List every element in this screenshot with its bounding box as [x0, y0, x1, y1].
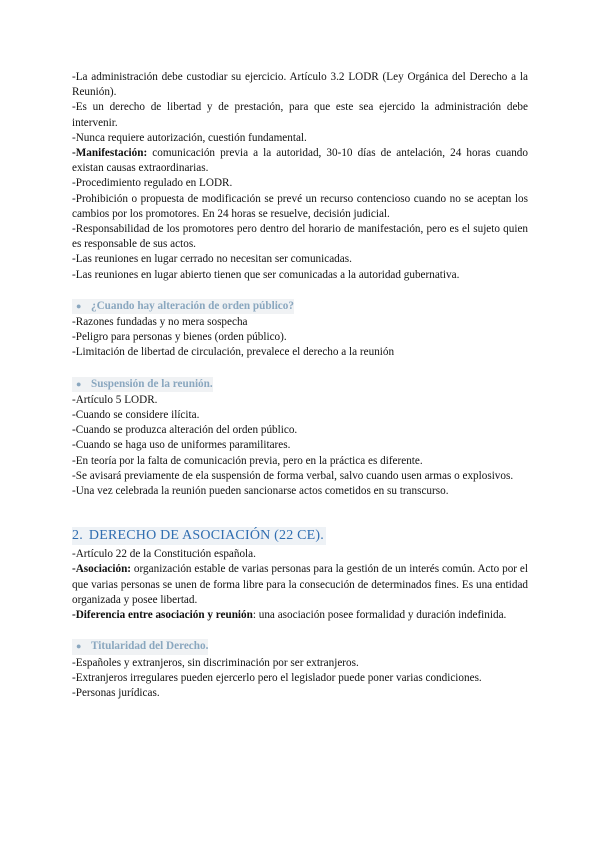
paragraph: -Asociación: organización estable de varias personas para la gestión de un interés común. Acto por el que varias personas se unen de forma libre para la consecución de determinados fines. Es una entidad organizada y posee libertad.	[72, 563, 528, 606]
bullet-icon: ●	[76, 641, 82, 652]
list-item: -Extranjeros irregulares pueden ejercerlo pero el legislador puede poner varias condiciones.	[72, 671, 482, 684]
paragraph: -Artículo 22 de la Constitución española.	[72, 548, 256, 561]
list-item: -Razones fundadas y no mera sospecha	[72, 316, 248, 329]
subheading-alteracion: ● ¿Cuando hay alteración de orden público?	[72, 299, 294, 314]
term-manifestacion: -Manifestación:	[72, 147, 148, 160]
paragraph: -Las reuniones en lugar abierto tienen que ser comunicadas a la autoridad gubernativa.	[72, 268, 460, 281]
paragraph: -La administración debe custodiar su ejercicio. Artículo 3.2 LODR (Ley Orgánica del Derecho a la Reunión).	[72, 71, 528, 99]
subheading-wrap	[72, 377, 528, 392]
list-suspension	[72, 393, 528, 499]
list-item: -Limitación de libertad de circulación, prevalece el derecho a la reunión	[72, 346, 395, 359]
subheading-wrap	[72, 639, 528, 654]
subheading-wrap	[72, 299, 528, 314]
list-item: -Cuando se produzca alteración del orden público.	[72, 424, 298, 437]
paragraph: -Procedimiento regulado en LODR.	[72, 177, 233, 190]
list-item: -En teoría por la falta de comunicación previa, pero en la práctica es diferente.	[72, 454, 423, 467]
paragraph: -Las reuniones en lugar cerrado no necesitan ser comunicadas.	[72, 253, 352, 266]
section-heading-wrap	[72, 527, 528, 545]
list-item: -Se avisará previamente de ela suspensión de forma verbal, salvo cuando usen armas o explosivos.	[72, 469, 514, 482]
subheading-suspension: ● Suspensión de la reunión.	[72, 377, 213, 392]
list-item: -Una vez celebrada la reunión pueden sancionarse actos cometidos en su transcurso.	[72, 485, 449, 498]
paragraph-block-reunion	[72, 70, 528, 283]
paragraph: -Responsabilidad de los promotores pero dentro del horario de manifestación, pero es el sujeto quien es responsable de sus actos.	[72, 223, 528, 251]
paragraph: -Manifestación: comunicación previa a la autoridad, 30-10 días de antelación, 24 horas cuando existan causas extraordinarias.	[72, 147, 528, 175]
term-diferencia: -Diferencia entre asociación y reunión	[72, 609, 253, 622]
list-titularidad	[72, 656, 528, 702]
bullet-icon: ●	[76, 378, 82, 389]
document-page	[72, 70, 528, 701]
paragraph: -Nunca requiere autorización, cuestión fundamental.	[72, 131, 307, 144]
list-item: -Cuando se haga uso de uniformes paramilitares.	[72, 439, 291, 452]
section-heading-asociacion: 2. DERECHO DE ASOCIACIÓN (22 CE).	[72, 528, 324, 544]
bullet-icon: ●	[76, 300, 82, 311]
list-item: -Cuando se considere ilícita.	[72, 409, 200, 422]
subheading-titularidad: ● Titularidad del Derecho.	[72, 639, 208, 654]
paragraph: -Diferencia entre asociación y reunión: una asociación posee formalidad y duración indefinida.	[72, 609, 507, 622]
list-item: -Peligro para personas y bienes (orden público).	[72, 331, 287, 344]
paragraph-block-asociacion	[72, 547, 528, 623]
paragraph: -Prohibición o propuesta de modificación se prevé un recurso contencioso cuando no se aceptan los cambios por los promotores. En 24 horas se resuelve, decisión judicial.	[72, 192, 528, 220]
list-alteracion	[72, 315, 528, 361]
term-asociacion: -Asociación:	[72, 563, 132, 576]
paragraph: -Es un derecho de libertad y de prestación, para que este sea ejercido la administración debe intervenir.	[72, 101, 528, 129]
list-item: -Personas jurídicas.	[72, 686, 160, 699]
section-number: 2.	[72, 528, 83, 544]
list-item: -Españoles y extranjeros, sin discriminación por ser extranjeros.	[72, 656, 359, 669]
list-item: -Artículo 5 LODR.	[72, 393, 158, 406]
